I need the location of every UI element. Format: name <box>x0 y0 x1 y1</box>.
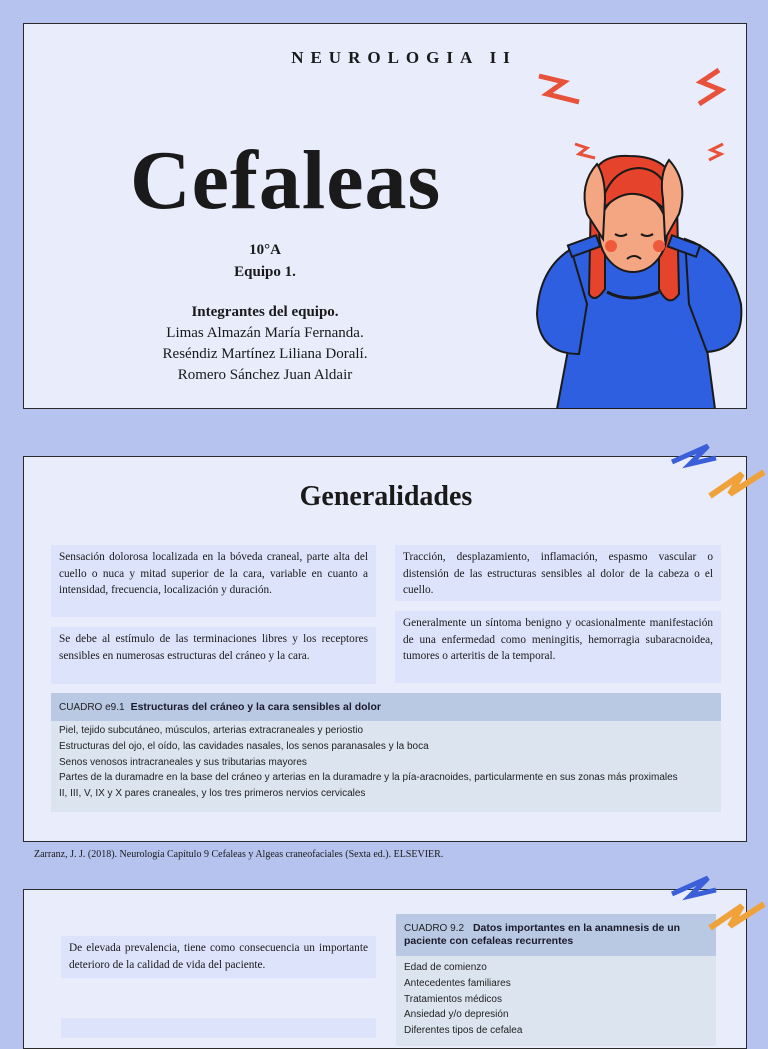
member-name: Limas Almazán María Fernanda. <box>166 325 364 341</box>
info-box: Se debe al estímulo de las terminaciones libres y los receptores sensibles en numerosas estructuras del cráneo y la cara. <box>51 627 376 684</box>
table-row: Tratamientos médicos <box>404 993 502 1005</box>
table-header <box>51 693 721 721</box>
table-code: CUADRO 9.2 <box>404 923 465 934</box>
cover-slide <box>23 23 747 409</box>
lightning-decoration <box>668 872 768 947</box>
info-box: De elevada prevalencia, tiene como consecuencia un importante deterioro de la calidad de vida del paciente. <box>61 936 376 978</box>
red-lightning-icon <box>699 70 721 104</box>
table-row: Partes de la duramadre en la base del cráneo y arterias en la duramadre y la pía-aracnoides, particularmente en sus zonas más proximales <box>59 772 678 784</box>
orange-lightning-icon <box>710 472 764 496</box>
section-heading: Generalidades <box>299 481 473 512</box>
table-row: Estructuras del ojo, el oído, las cavidades nasales, los senos paranasales y la boca <box>59 740 429 752</box>
citation: Zarranz, J. J. (2018). Neurología Capítulo 9 Cefaleas y Algeas craneofaciales (Sexta ed.). ELSEVIER. <box>34 849 444 860</box>
table-row: Ansiedad y/o depresión <box>404 1009 509 1021</box>
info-box <box>61 1018 376 1038</box>
orange-lightning-icon <box>710 904 764 928</box>
red-lightning-icon <box>539 76 579 102</box>
table-body <box>51 721 721 812</box>
blue-lightning-icon <box>672 446 716 464</box>
table-title: Estructuras del cráneo y la cara sensibles al dolor <box>130 701 381 713</box>
generalidades-slide <box>23 456 747 842</box>
table-row: Diferentes tipos de cefalea <box>404 1025 523 1037</box>
members-heading: Integrantes del equipo. <box>191 304 339 320</box>
red-lightning-icon <box>575 144 595 158</box>
table-row: Senos venosos intracraneales y sus tributarias mayores <box>59 756 307 768</box>
prevalence-slide <box>23 889 747 1049</box>
lightning-decoration <box>668 440 768 515</box>
table-row: Piel, tejido subcutáneo, músculos, arterias extracraneales y periostio <box>59 725 364 736</box>
member-name: Reséndiz Martínez Liliana Doralí. <box>162 346 368 362</box>
info-box: Generalmente un síntoma benigno y ocasionalmente manifestación de una enfermedad como meningitis, hemorragia subaracnoidea, tumores o arteritis de la temporal. <box>395 611 721 683</box>
table-title: Datos importantes en la anamnesis de un paciente con cefaleas recurrentes <box>404 922 681 947</box>
pain-structures-table <box>51 693 721 812</box>
table-row: Antecedentes familiares <box>404 977 511 989</box>
info-box: Tracción, desplazamiento, inflamación, espasmo vascular o distensión de las estructuras sensibles al dolor de la cabeza o el cuello. <box>395 545 721 601</box>
subject-label: NEUROLOGIA II <box>291 48 517 67</box>
info-box: Sensación dolorosa localizada en la bóveda craneal, parte alta del cuello o nuca y mitad superior de la cara, variable en cuanto a intensidad, frecuencia, localización y duración. <box>51 545 376 617</box>
page-title: Cefaleas <box>130 134 442 227</box>
table-row: Edad de comienzo <box>404 962 487 973</box>
blue-lightning-icon <box>672 878 716 896</box>
grade-label: 10°A <box>249 242 281 258</box>
table-code: CUADRO e9.1 <box>59 701 125 713</box>
table-row: II, III, V, IX y X pares craneales, y los tres primeros nervios cervicales <box>59 788 366 800</box>
red-lightning-icon <box>709 144 723 160</box>
member-name: Romero Sánchez Juan Aldair <box>177 367 353 383</box>
team-label: Equipo 1. <box>234 264 296 280</box>
table-body <box>396 956 716 1046</box>
headache-illustration <box>509 64 749 409</box>
